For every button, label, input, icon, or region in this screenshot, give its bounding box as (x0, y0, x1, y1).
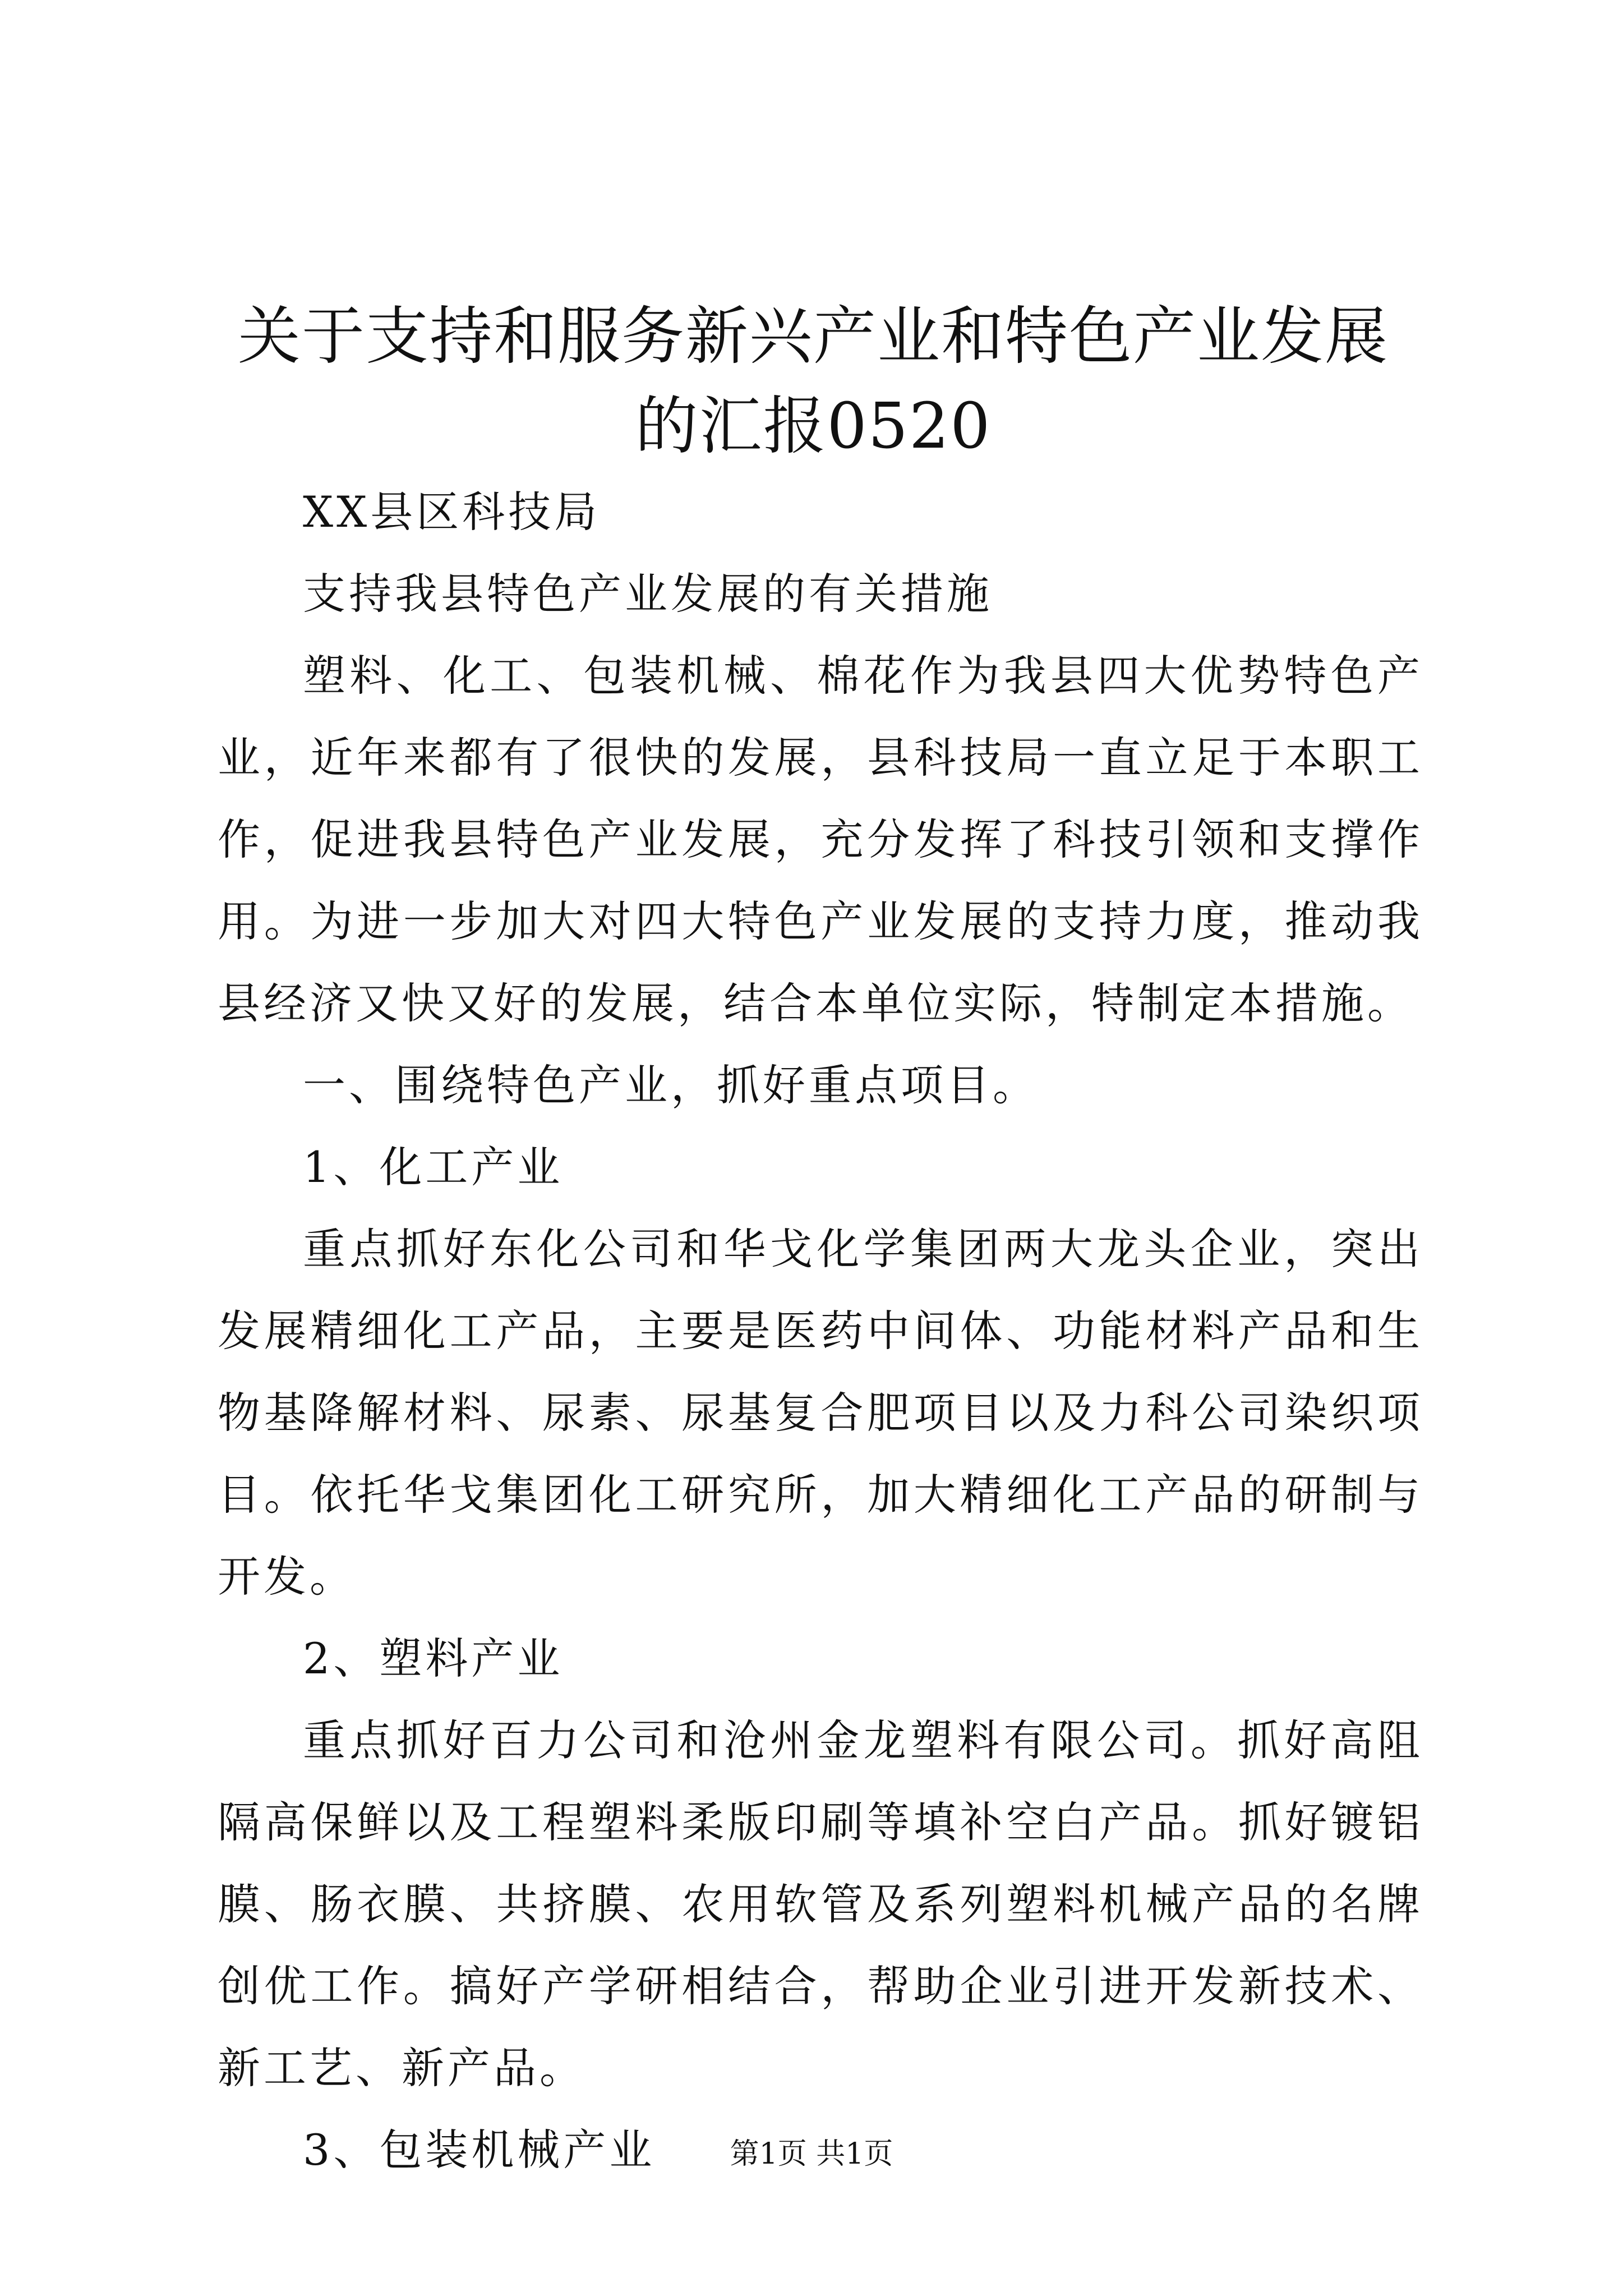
subsection-heading-packaging: 3、包装机械产业 (303, 2125, 656, 2175)
subsection-heading-chemical: 1、化工产业 (303, 1142, 564, 1192)
paragraph-chemical: 重点抓好东化公司和华戈化学集团两大龙头企业，突出发展精细化工产品，主要是医药中间体、功能材料产品和生物基降解材料、尿素、尿基复合肥项目以及力科公司染织项目。依托华戈集团化工研究所，加大精细化工产品的研制与开发。 (218, 1224, 1423, 1602)
author-line: XX县区科技局 (303, 487, 601, 537)
subsection-heading-plastics: 2、塑料产业 (303, 1634, 564, 1683)
document-body (218, 471, 1423, 2191)
paragraph-intro: 塑料、化工、包装机械、棉花作为我县四大优势特色产业，近年来都有了很快的发展，县科技局一直立足于本职工作，促进我县特色产业发展，充分发挥了科技引领和支撑作用。为进一步加大对四大特色产业发展的支持力度，推动我县经济又快又好的发展，结合本单位实际，特制定本措施。 (218, 651, 1423, 1028)
document-title: 关于支持和服务新兴产业和特色产业发展的汇报0520 (238, 300, 1389, 463)
subtitle-line: 支持我县特色产业发展的有关措施 (303, 569, 993, 619)
paragraph-plastics: 重点抓好百力公司和沧州金龙塑料有限公司。抓好高阻隔高保鲜以及工程塑料柔版印刷等填补空白产品。抓好镀铝膜、肠衣膜、共挤膜、农用软管及系列塑料机械产品的名牌创优工作。搞好产学研相结合，帮助企业引进开发新技术、新工艺、新产品。 (218, 1715, 1423, 2093)
section-heading-1: 一、围绕特色产业，抓好重点项目。 (303, 1060, 1039, 1110)
page-footer: 第1页 共1页 (730, 2137, 893, 2171)
